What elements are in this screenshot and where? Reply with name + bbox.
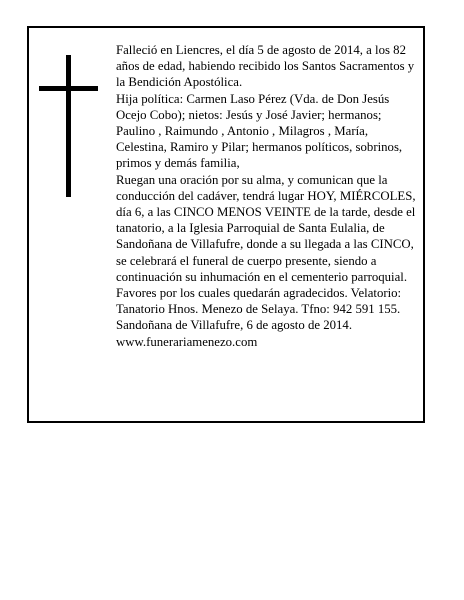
notice-text bbox=[116, 42, 420, 350]
death-announcement-paragraph: Falleció en Liencres, el día 5 de agosto de 2014, a los 82 años de edad, habiendo recibido los Santos Sacramentos y la Bendición Apostólica. bbox=[116, 43, 415, 90]
obituary-notice bbox=[27, 26, 425, 423]
cross-vertical-bar bbox=[66, 55, 71, 197]
cross-horizontal-bar bbox=[39, 86, 98, 91]
funeral-details-paragraph: Ruegan una oración por su alma, y comunican que la conducción del cadáver, tendrá lugar HOY, MIÉRCOLES, día 6, a las CINCO MENOS VEINTE de la tarde, desde el tanatorio, a la Iglesia Parroquial de Santa Eulalia, de Sandoñana de Villafufre, donde a su llegada a las CINCO, se celebrará el funeral de cuerpo presente, siendo a continuación su inhumación en el cementerio parroquial. Favores por los cuales quedarán agradecidos. Velatorio: Tanatorio Hnos. Menezo de Selaya. Tfno: 942 591 155. bbox=[116, 172, 416, 317]
family-members-paragraph: Hija política: Carmen Laso Pérez (Vda. de Don Jesús Ocejo Cobo); nietos: Jesús y José Javier; hermanos; Paulino , Raimundo , Antonio , Milagros , María, Celestina, Ramiro y Pilar; hermanos políticos, sobrinos, primos y demás familia, bbox=[116, 91, 403, 171]
place-date-line: Sandoñana de Villafufre, 6 de agosto de 2014. bbox=[116, 318, 353, 333]
website-line: www.funerariamenezo.com bbox=[116, 334, 258, 349]
